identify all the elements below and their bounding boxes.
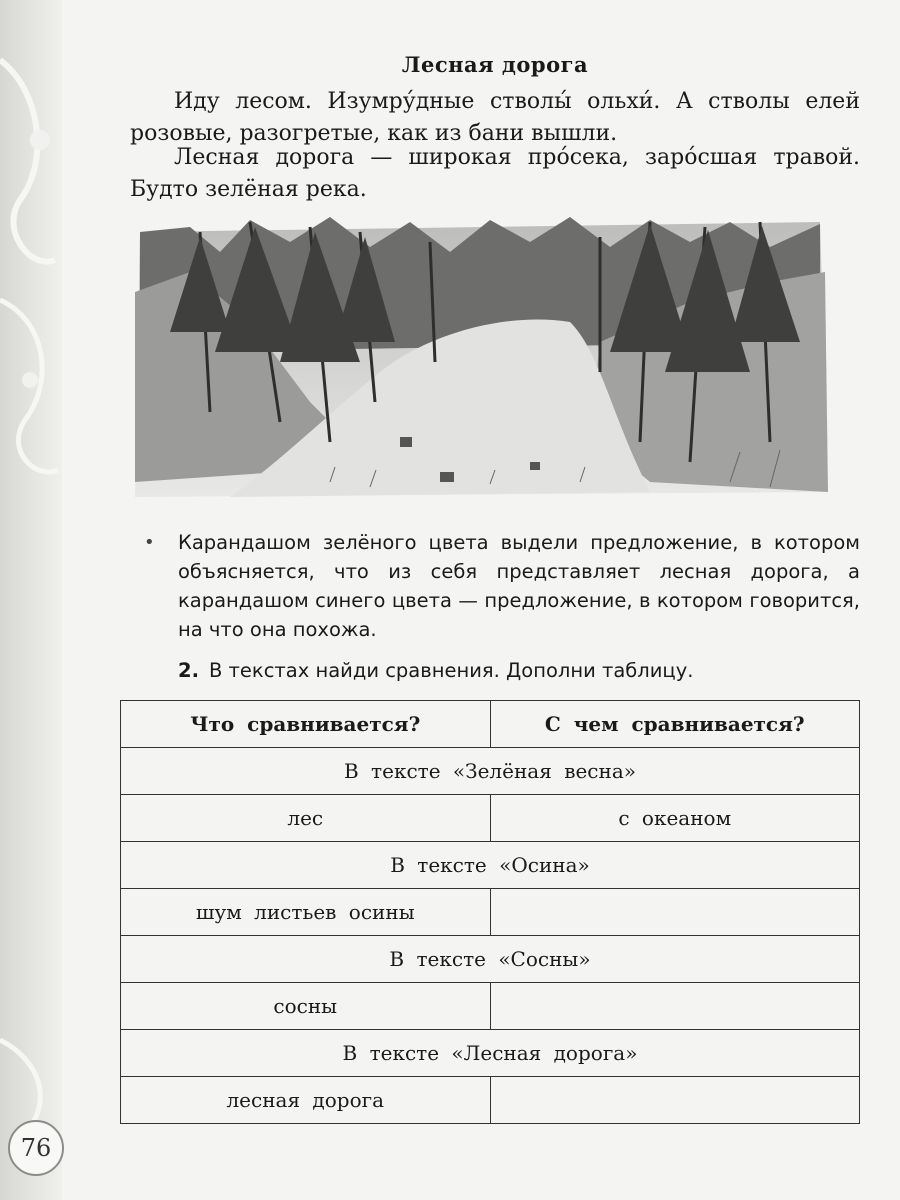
cell-with-what-blank[interactable] (490, 983, 860, 1030)
side-ornament (0, 0, 62, 1200)
section-heading-row (121, 1030, 860, 1077)
header-with-what: С чем сравнивается? (490, 701, 860, 748)
forest-road-illustration (130, 212, 830, 502)
table-header-row (121, 701, 860, 748)
table-row (121, 795, 860, 842)
task-bullet-text: Карандашом зелёного цвета выдели предложение, в котором объясняется, что из себя представляет лесная дорога, а карандашом синего цвета — предложение, в котором говорится, на что она похожа. (178, 531, 860, 641)
story-title: Лесная дорога (401, 52, 589, 77)
cell-with-what-blank[interactable] (490, 1077, 860, 1124)
cell-with-what-blank[interactable] (490, 889, 860, 936)
page-number: 76 (8, 1120, 64, 1176)
section-heading-row (121, 936, 860, 983)
task-bullet (144, 528, 860, 644)
section-heading-row (121, 748, 860, 795)
story-paragraph-1 (130, 86, 860, 150)
table-row (121, 889, 860, 936)
section-heading: В тексте «Лесная дорога» (121, 1030, 860, 1077)
task-two-text: В текстах найди сравнения. Дополни таблицу. (208, 659, 694, 682)
paragraph-1-text: Иду лесом. Изумру́дные стволы́ ольхи́. А стволы елей розовые, разогретые, как из бани вышли. (130, 89, 860, 146)
comparison-table (120, 700, 860, 1124)
table-row (121, 1077, 860, 1124)
cell-what: лес (121, 795, 491, 842)
story-paragraph-2 (130, 142, 860, 206)
cell-what: сосны (121, 983, 491, 1030)
section-heading: В тексте «Зелёная весна» (121, 748, 860, 795)
header-what: Что сравнивается? (121, 701, 491, 748)
task-two-number: 2. (178, 659, 199, 682)
cell-what: шум листьев осины (121, 889, 491, 936)
ornament-swirl-icon (0, 0, 62, 1200)
section-heading-row (121, 842, 860, 889)
task-two (178, 656, 868, 686)
cell-what: лесная дорога (121, 1077, 491, 1124)
section-heading: В тексте «Осина» (121, 842, 860, 889)
paragraph-2-text: Лесная дорога — широкая про́сека, заро́сшая травой. Будто зелёная река. (130, 145, 860, 202)
bullet-icon: • (144, 532, 155, 553)
cell-with-what[interactable]: с океаном (490, 795, 860, 842)
table-row (121, 983, 860, 1030)
section-heading: В тексте «Сосны» (121, 936, 860, 983)
